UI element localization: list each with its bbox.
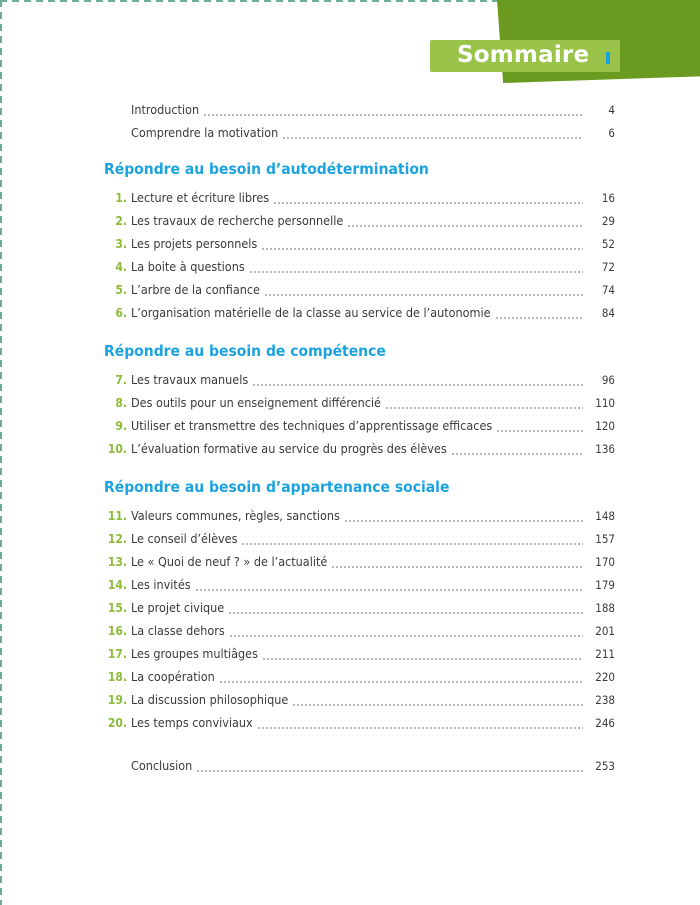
entry-page: 16 xyxy=(601,191,615,205)
entry-label: Les travaux manuels xyxy=(131,372,249,387)
entry-page: 148 xyxy=(595,509,615,523)
entry-number: 14. xyxy=(107,578,127,592)
entry-label: La discussion philosophique xyxy=(131,692,289,707)
toc-entry[interactable] xyxy=(105,646,615,664)
toc-entry[interactable] xyxy=(105,692,615,710)
dot-leader xyxy=(262,658,583,660)
dot-leader xyxy=(292,704,583,706)
dot-leader xyxy=(257,727,583,729)
entry-page: 201 xyxy=(595,624,615,638)
toc-entry[interactable] xyxy=(105,600,615,618)
dot-leader xyxy=(347,225,583,227)
entry-label: Des outils pour un enseignement différencié xyxy=(131,395,381,410)
dot-leader xyxy=(273,202,583,204)
toc-entry-conclusion[interactable] xyxy=(105,758,615,776)
entry-label: Le « Quoi de neuf ? » de l’actualité xyxy=(131,554,328,569)
dot-leader xyxy=(241,543,583,545)
header-title-box xyxy=(430,40,620,72)
entry-number: 6. xyxy=(115,306,127,320)
toc-entry[interactable] xyxy=(105,441,615,459)
entry-label: Les groupes multiâges xyxy=(131,646,258,661)
toc-entry[interactable] xyxy=(105,236,615,254)
entry-page: 220 xyxy=(595,670,615,684)
entry-number: 9. xyxy=(115,419,127,433)
toc-entry[interactable] xyxy=(105,282,615,300)
entry-number: 19. xyxy=(107,693,127,707)
entry-page: 253 xyxy=(595,759,615,773)
entry-page: 29 xyxy=(601,214,615,228)
dot-leader xyxy=(282,137,583,139)
toc-entry[interactable] xyxy=(105,372,615,390)
entry-number: 7. xyxy=(115,373,127,387)
dot-leader xyxy=(196,770,583,772)
entry-page: 179 xyxy=(595,578,615,592)
dot-leader xyxy=(264,294,583,296)
toc-entry[interactable] xyxy=(105,577,615,595)
entry-label: Les temps conviviaux xyxy=(131,715,253,730)
entry-page: 74 xyxy=(601,283,615,297)
toc-entry[interactable] xyxy=(105,395,615,413)
entry-number: 3. xyxy=(115,237,127,251)
entry-label: Les travaux de recherche personnelle xyxy=(131,213,344,228)
dot-leader xyxy=(261,248,583,250)
toc-entry[interactable] xyxy=(105,554,615,572)
entry-page: 211 xyxy=(595,647,615,661)
entry-label: Les projets personnels xyxy=(131,236,258,251)
entry-number: 5. xyxy=(115,283,127,297)
entry-page: 120 xyxy=(595,419,615,433)
entry-page: 52 xyxy=(601,237,615,251)
dot-leader xyxy=(344,520,583,522)
entry-number: 11. xyxy=(107,509,127,523)
dot-leader xyxy=(249,271,583,273)
dot-leader xyxy=(385,407,583,409)
entry-number: 13. xyxy=(107,555,127,569)
dot-leader xyxy=(195,589,583,591)
entry-page: 72 xyxy=(601,260,615,274)
entry-number: 18. xyxy=(107,670,127,684)
entry-page: 157 xyxy=(595,532,615,546)
dot-leader xyxy=(252,384,583,386)
dashed-border-left xyxy=(0,0,2,905)
entry-label: Valeurs communes, règles, sanctions xyxy=(131,508,340,523)
entry-label: Lecture et écriture libres xyxy=(131,190,270,205)
section-title-appartenance: Répondre au besoin d’appartenance sociale xyxy=(104,478,450,496)
entry-page: 136 xyxy=(595,442,615,456)
entry-label: L’organisation matérielle de la classe au service de l’autonomie xyxy=(131,305,491,320)
entry-number: 8. xyxy=(115,396,127,410)
entry-label: Introduction xyxy=(131,102,200,117)
entry-number: 12. xyxy=(107,532,127,546)
entry-number: 1. xyxy=(115,191,127,205)
entry-number: 20. xyxy=(107,716,127,730)
toc-entry[interactable] xyxy=(105,213,615,231)
toc-entry[interactable] xyxy=(105,531,615,549)
entry-page: 188 xyxy=(595,601,615,615)
entry-page: 6 xyxy=(608,126,615,140)
entry-label: Le projet civique xyxy=(131,600,225,615)
toc-entry[interactable] xyxy=(105,190,615,208)
entry-page: 170 xyxy=(595,555,615,569)
entry-page: 246 xyxy=(595,716,615,730)
toc-entry[interactable] xyxy=(105,715,615,733)
entry-page: 110 xyxy=(595,396,615,410)
entry-label: L’évaluation formative au service du progrès des élèves xyxy=(131,441,447,456)
toc-entry[interactable] xyxy=(105,508,615,526)
toc-entry[interactable] xyxy=(105,418,615,436)
entry-number: 17. xyxy=(107,647,127,661)
toc-entry[interactable] xyxy=(105,669,615,687)
dot-leader xyxy=(203,114,583,116)
entry-label: Utiliser et transmettre des techniques d’apprentissage efficaces xyxy=(131,418,493,433)
entry-label: Comprendre la motivation xyxy=(131,125,279,140)
entry-page: 4 xyxy=(608,103,615,117)
entry-label: Le conseil d’élèves xyxy=(131,531,238,546)
dot-leader xyxy=(219,681,583,683)
dot-leader xyxy=(229,635,583,637)
entry-label: La boite à questions xyxy=(131,259,245,274)
entry-label: La classe dehors xyxy=(131,623,225,638)
toc-entry[interactable] xyxy=(105,305,615,323)
entry-number: 4. xyxy=(115,260,127,274)
toc-entry[interactable] xyxy=(105,259,615,277)
entry-label: Conclusion xyxy=(131,758,193,773)
dot-leader xyxy=(331,566,583,568)
entry-number: 2. xyxy=(115,214,127,228)
page-title: Sommaire xyxy=(457,42,590,68)
entry-number: 10. xyxy=(107,442,127,456)
title-accent-bar xyxy=(606,52,610,64)
entry-number: 16. xyxy=(107,624,127,638)
entry-page: 84 xyxy=(601,306,615,320)
entry-page: 238 xyxy=(595,693,615,707)
entry-label: Les invités xyxy=(131,577,191,592)
entry-label: L’arbre de la confiance xyxy=(131,282,260,297)
dot-leader xyxy=(228,612,583,614)
dot-leader xyxy=(496,430,583,432)
section-title-competence: Répondre au besoin de compétence xyxy=(104,342,386,360)
dot-leader xyxy=(495,317,583,319)
entry-label: La coopération xyxy=(131,669,215,684)
toc-entry-introduction[interactable] xyxy=(105,102,615,120)
toc-entry-comprendre[interactable] xyxy=(105,125,615,143)
toc-entry[interactable] xyxy=(105,623,615,641)
section-title-autodetermination: Répondre au besoin d’autodétermination xyxy=(104,160,429,178)
entry-number: 15. xyxy=(107,601,127,615)
dot-leader xyxy=(451,453,583,455)
entry-page: 96 xyxy=(601,373,615,387)
